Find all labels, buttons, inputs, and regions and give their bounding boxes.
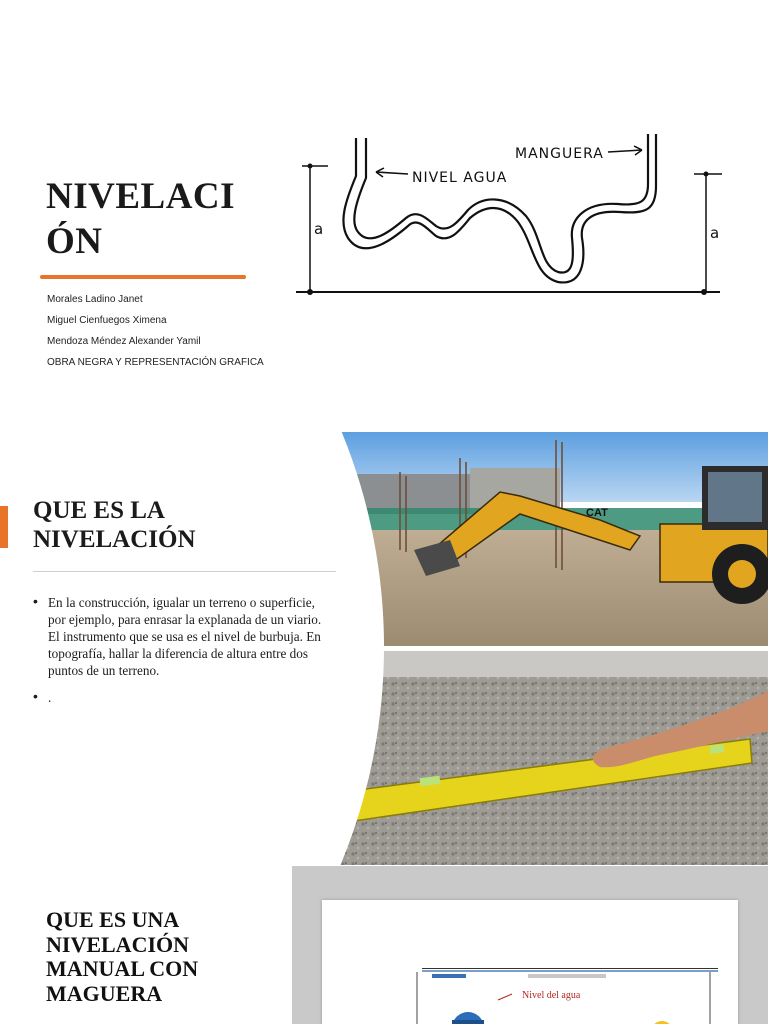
definition-slide [0, 432, 768, 865]
section-heading [46, 908, 286, 1006]
course-name: OBRA NEGRA Y REPRESENTACIÓN GRAFICA [47, 357, 264, 368]
heading-line-2: NIVELACIÓN [46, 931, 190, 957]
bullet-item: • . [33, 689, 333, 706]
water-level-caption: Nivel del agua [522, 990, 581, 1001]
heading-line-2: NIVELACIÓN [33, 526, 196, 553]
author-line: Miguel Cienfuegos Ximena [47, 315, 167, 326]
nivel-agua-label: NIVEL AGUA [412, 170, 508, 186]
hose-inner-line [354, 134, 648, 273]
title-underline [40, 275, 246, 279]
hose-level-sketch [290, 126, 730, 306]
author-line: Morales Ladino Janet [47, 294, 143, 305]
heading-line-3: MANUAL CON [46, 956, 199, 981]
manguera-arrow [608, 150, 642, 152]
height-label-left: a [314, 220, 324, 238]
bullet-list [33, 594, 333, 716]
hose-level-illustration [322, 900, 738, 1024]
nivel-agua-arrow [376, 172, 408, 174]
heading-divider [33, 571, 336, 572]
cat-brand: CAT [586, 507, 608, 519]
author-list [47, 293, 264, 377]
hose-outer-line [343, 134, 656, 282]
slide-title [46, 174, 256, 264]
heading-line-4: MAGUERA [46, 980, 163, 1006]
illustration-card [322, 900, 738, 1024]
slide-title-line-1: NIVELACI [46, 176, 236, 217]
slide-title-line-2: ÓN [46, 221, 103, 262]
accent-bar [0, 506, 8, 548]
heading-line-1: QUE ES UNA [46, 907, 180, 932]
section-heading [33, 496, 313, 554]
bullet-item: • En la construcción, igualar un terreno o superficie, por ejemplo, para enrasar la explanada de un viario. El instrumento que se usa es el nivel de burbuja. En topografía, hallar la diferencia de altura entre dos puntos de un terreno. [33, 594, 333, 679]
manual-leveling-slide [0, 866, 768, 1024]
heading-line-1: QUE ES LA [33, 497, 165, 524]
manguera-label: MANGUERA [515, 146, 604, 162]
author-line: Mendoza Méndez Alexander Yamil [47, 336, 201, 347]
title-slide [0, 0, 768, 432]
height-label-right: a [710, 224, 720, 242]
